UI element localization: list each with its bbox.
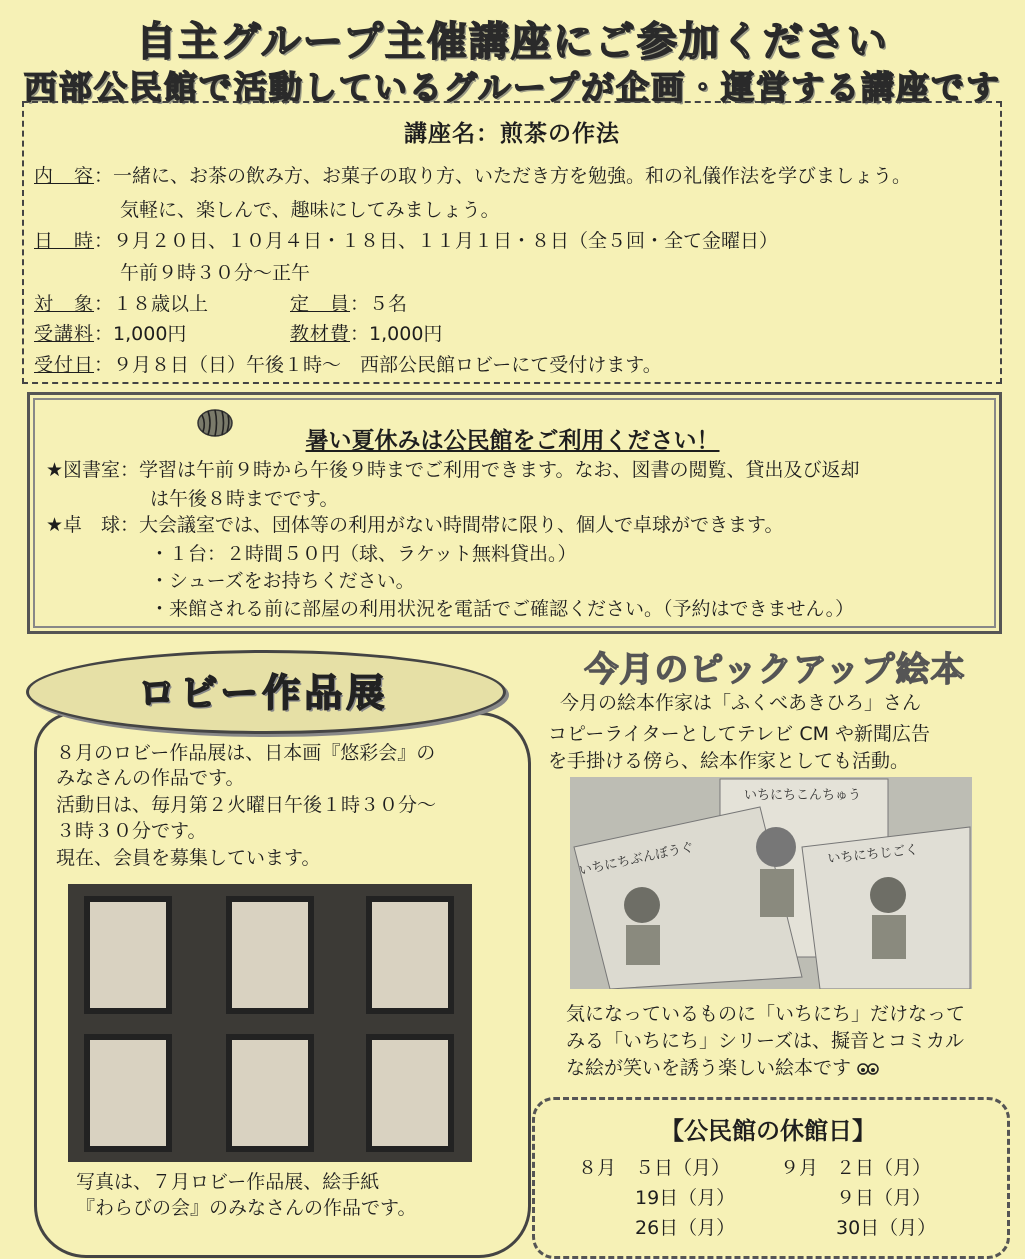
book-title-3: いちにちじごく [826,842,919,867]
target-value: ：１８歳以上 [94,293,209,315]
target-label: 対 象 [34,293,95,315]
closed-sep-month: ９月 [780,1157,819,1179]
pickup-after-3-text: な絵が笑いを誘う楽しい絵本です [566,1057,852,1079]
content-text: ：一緒に、お茶の飲み方、お菓子の取り方、いただき方を勉強。和の礼儀作法を学びましょう。 [94,165,912,187]
closed-aug-3: 26日（月） [635,1217,736,1239]
pickup-desc-1: コピーライターとしてテレビ CM や新聞広告 [548,723,931,745]
pickup-author-line: 今月の絵本作家は「ふくべあきひろ」さん [560,692,922,714]
pingpong-bullet-3: ・来館される前に部屋の利用状況を電話でご確認ください。（予約はできません。） [150,598,855,620]
artwork-frame [84,1034,172,1152]
library-row [46,458,860,482]
lobby-caption-1: 写真は、７月ロビー作品展、絵手紙 [76,1171,380,1193]
target-row [34,292,208,316]
main-title: 自主グループ主催講座にご参加ください [136,19,889,65]
artwork-frame [226,1034,314,1152]
closed-sep-1: ２日（月） [836,1157,932,1179]
closed-aug-1: ５日（月） [635,1157,731,1179]
closed-aug-2: 19日（月） [635,1187,736,1209]
capacity-value: ：５名 [350,293,408,315]
pickup-title: 今月のピックアップ絵本 [584,650,966,690]
content-text-2: 気軽に、楽しんで、趣味にしてみましょう。 [120,199,500,221]
date-row [34,229,778,253]
summer-title [0,422,1025,455]
lobby-line-4: ３時３０分です。 [56,820,207,842]
closed-days-title: 【公民館の休館日】 [660,1117,876,1145]
pingpong-bullet-1: ・１台：２時間５０円（球、ラケット無料貸出。） [150,543,577,565]
pingpong-row [46,513,784,537]
book-title-2: いちにちぶんぼうぐ [577,839,696,879]
book-title-1: いちにちこんちゅう [744,788,862,803]
artwork-frame [366,1034,454,1152]
date-label: 日 時 [34,230,95,252]
closed-sep-2: ９日（月） [836,1187,932,1209]
material-row [290,322,442,346]
pingpong-label: ★卓 球 [46,514,121,536]
fee-label: 受講料 [34,323,95,345]
library-text: ：学習は午前９時から午後９時までご利用できます。なお、図書の閲覧、貸出及び返却 [120,459,860,481]
closed-aug-month: ８月 [578,1157,617,1179]
picture-book-photo [570,777,972,989]
summer-title-text: 暑い夏休みは公民館をご利用ください！ [305,428,720,454]
capacity-row [290,292,407,316]
fee-value: ：1,000円 [94,323,187,345]
content-row [34,164,911,188]
closed-sep-3: 30日（月） [836,1217,937,1239]
reception-row [34,353,662,377]
smile-eyes-icon [857,1062,879,1076]
material-label: 教材費 [290,323,351,345]
lobby-title: ロビー作品展 [137,671,389,715]
pickup-desc-2: を手掛ける傍ら、絵本作家としても活動。 [548,750,910,772]
library-text-2: は午後８時までです。 [150,488,339,510]
capacity-label: 定 員 [290,293,351,315]
lobby-artwork-photo [68,884,472,1162]
pingpong-text: ：大会議室では、団体等の利用がない時間帯に限り、個人で卓球ができます。 [120,514,784,536]
lobby-caption-2: 『わらびの会』のみなさんの作品です。 [76,1197,417,1219]
artwork-frame [84,896,172,1014]
lobby-line-3: 活動日は、毎月第２火曜日午後１時３０分～ [56,794,437,816]
course-name: 講座名：煎茶の作法 [404,121,620,147]
lobby-line-2: みなさんの作品です。 [56,767,245,789]
pickup-after-1: 気になっているものに「いちにち」だけなって [566,1003,966,1025]
lobby-line-5: 現在、会員を募集しています。 [56,847,321,869]
artwork-frame [226,896,314,1014]
reception-label: 受付日 [34,354,95,376]
lobby-line-1: ８月のロビー作品展は、日本画『悠彩会』の [56,742,436,764]
material-value: ：1,000円 [350,323,443,345]
content-label: 内 容 [34,165,95,187]
date-text-2: 午前９時３０分～正午 [120,262,311,284]
pickup-after-2: みる「いちにち」シリーズは、擬音とコミカル [566,1030,965,1052]
library-label: ★図書室 [46,459,121,481]
main-subtitle: 西部公民館で活動しているグループが企画・運営する講座です [23,68,1002,107]
fee-row [34,322,186,346]
reception-value: ：９月８日（日）午後１時～ 西部公民館ロビーにて受付けます。 [94,354,662,376]
pingpong-bullet-2: ・シューズをお持ちください。 [150,570,415,592]
pickup-after-3 [566,1056,879,1080]
artwork-frame [366,896,454,1014]
date-text: ：９月２０日、１０月４日・１８日、１１月１日・８日（全５回・全て金曜日） [94,230,779,252]
